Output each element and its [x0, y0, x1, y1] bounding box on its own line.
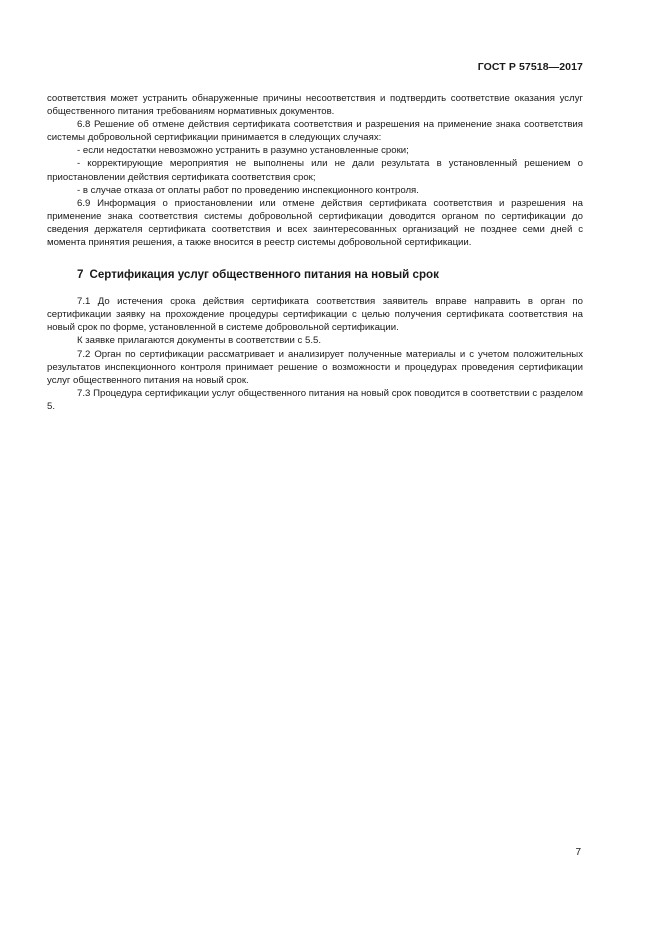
page-number: 7: [575, 847, 581, 858]
paragraph-7-2: 7.2 Орган по сертификации рассматривает и анализирует полученные материалы и с учетом положительных результатов инспекционного контроля принимает решение о возможности и процедурах проведения сертификации услуг общественного питания на новый срок.: [47, 348, 583, 386]
document-standard-code: ГОСТ Р 57518—2017: [477, 61, 583, 73]
paragraph-7-3: 7.3 Процедура сертификации услуг общественного питания на новый срок поводится в соответствии с разделом 5.: [47, 387, 583, 412]
paragraph-6-8: 6.8 Решение об отмене действия сертификата соответствия и разрешения на применение знака соответствия системы добровольной сертификации принимается в следующих случаях:: [47, 119, 583, 144]
paragraph-attachments: К заявке прилагаются документы в соответствии с 5.5.: [77, 335, 322, 347]
list-item-case-2: - корректирующие мероприятия не выполнены или не дали результата в установленный решением о приостановлении действия сертификата соответствия срок;: [47, 158, 583, 183]
list-item-case-3: - в случае отказа от оплаты работ по проведению инспекционного контроля.: [77, 184, 419, 196]
paragraph-continuation: соответствия может устранить обнаруженные причины несоответствия и подтвердить соответствие оказания услуг общественного питания требованиям нормативных документов.: [47, 93, 583, 118]
paragraph-7-1: 7.1 До истечения срока действия сертификата соответствия заявитель вправе направить в орган по сертификации заявку на прохождение процедуры сертификации с целью получения сертификата соответствия на новый срок по форме, установленной в системе добровольной сертификации.: [47, 296, 583, 334]
paragraph-6-9: 6.9 Информация о приостановлении или отмене действия сертификата соответствия и разрешения на применение знака соответствия системы добровольной сертификации доводится органом по сертификации до сведения держателя сертификата соответствия и всех заинтересованных организаций не позднее семи дней с момента принятия решения, а также вносится в реестр системы добровольной сертификации.: [47, 197, 583, 249]
list-item-case-1: - если недостатки невозможно устранить в разумно установленные сроки;: [77, 145, 409, 157]
page-body: [47, 92, 583, 413]
section-title: Сертификация услуг общественного питания на новый срок: [89, 268, 439, 282]
section-number: 7: [77, 268, 84, 282]
section-heading: [47, 268, 583, 282]
